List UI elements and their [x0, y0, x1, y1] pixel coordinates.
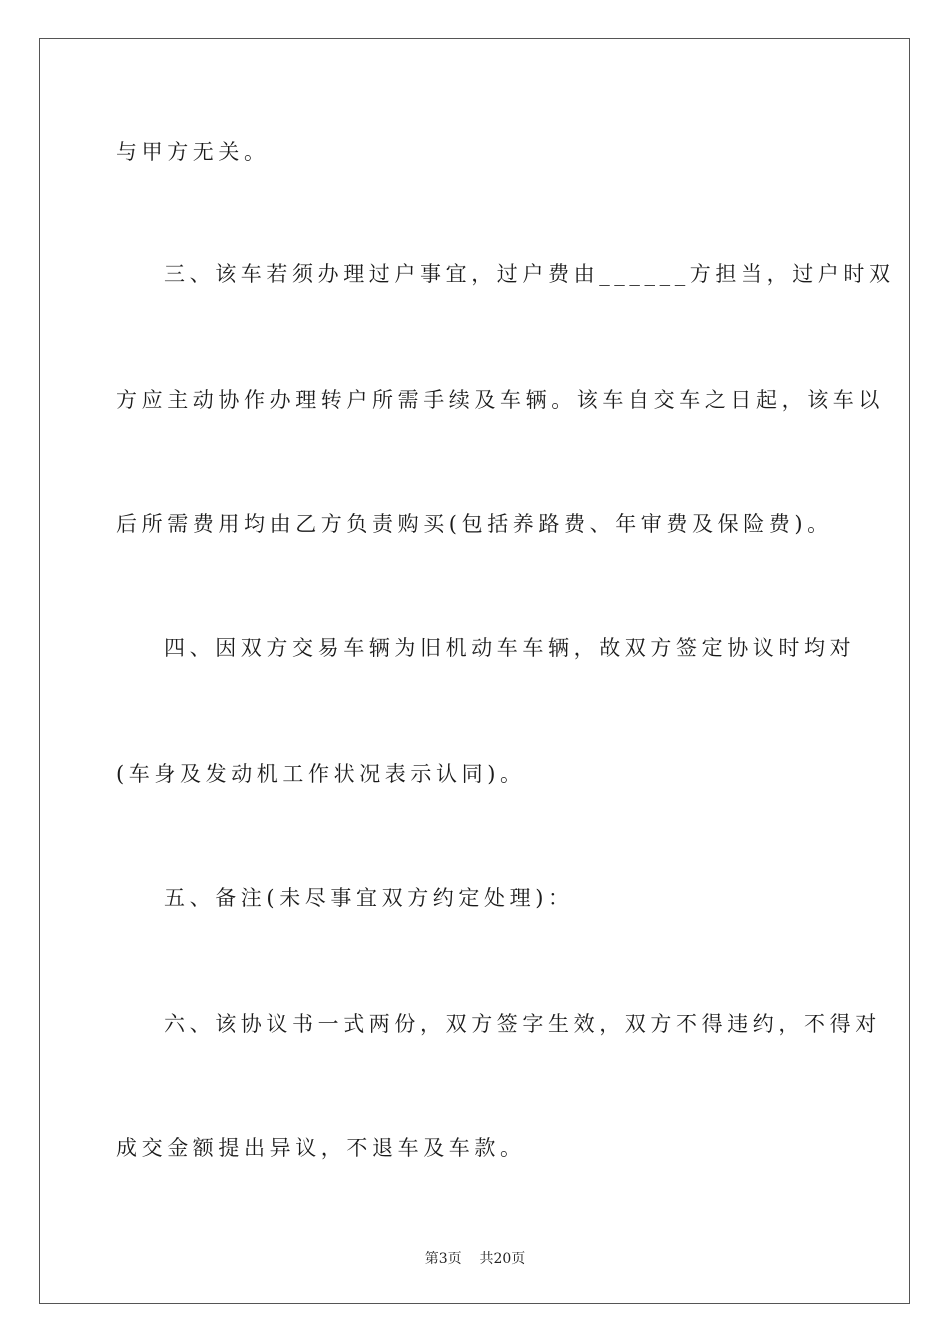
text-line-9: 成交金额提出异议，不退车及车款。 [116, 1136, 526, 1160]
text-line-3: 方应主动协作办理转户所需手续及车辆。该车自交车之日起，该车以 [116, 388, 884, 412]
page-number: 第3页 [424, 1251, 462, 1267]
text-line-7: 五、备注(未尽事宜双方约定处理)： [164, 886, 574, 910]
text-line-4: 后所需费用均由乙方负责购买(包括养路费、年审费及保险费)。 [116, 512, 833, 536]
text-line-8: 六、该协议书一式两份，双方签字生效，双方不得违约，不得对 [164, 1012, 881, 1036]
page-total: 共20页 [479, 1251, 526, 1267]
text-line-1: 与甲方无关。 [116, 140, 270, 164]
page-frame [39, 38, 910, 1304]
page-footer [0, 1248, 950, 1268]
text-line-6: (车身及发动机工作状况表示认同)。 [116, 762, 526, 786]
text-line-2: 三、该车若须办理过户事宜，过户费由______方担当，过户时双 [164, 262, 895, 286]
text-line-5: 四、因双方交易车辆为旧机动车车辆，故双方签定协议时均对 [164, 636, 856, 660]
